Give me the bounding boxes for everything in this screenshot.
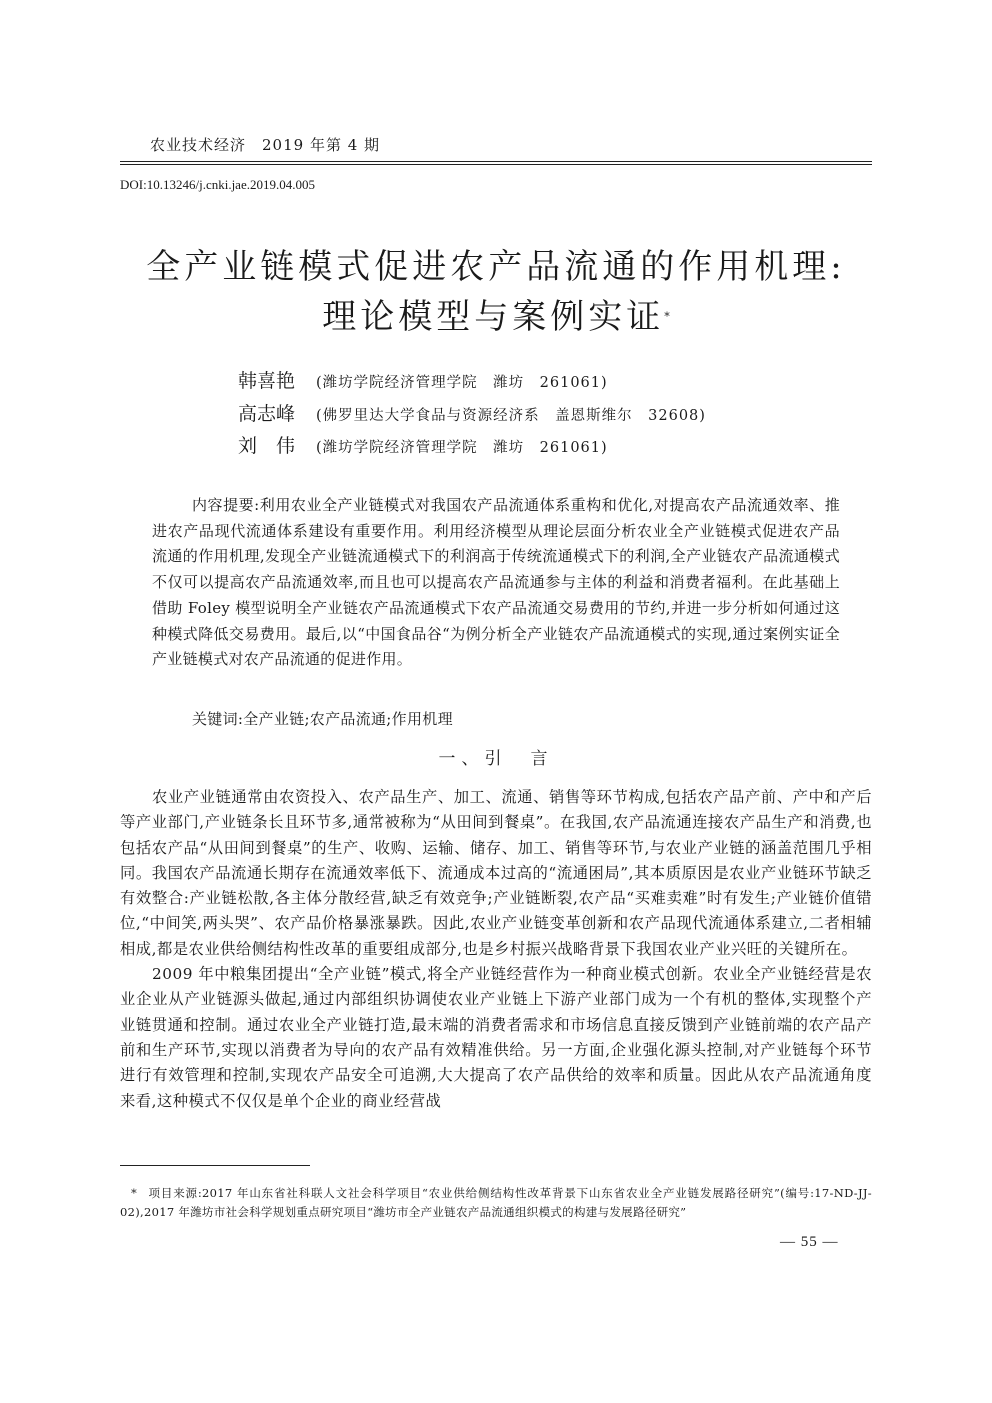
section-heading: 一、引 言: [438, 749, 554, 769]
page-number: — 55 —: [780, 1234, 839, 1250]
author-affiliation: (潍坊学院经济管理学院 潍坊 261061): [316, 375, 608, 391]
body-paragraph: 农业产业链通常由农资投入、农产品生产、加工、流通、销售等环节构成,包括农产品产前、产中和产后等产业部门,产业链条长且环节多,通常被称为“从田间到餐桌”。在我国,农产品流通连接农产品生产和消费,也包括农产品“从田间到餐桌”的生产、收购、运输、储存、加工、销售等环节,与农业产业链的涵盖范围几乎相同。我国农产品流通长期存在流通效率低下、流通成本过高的“流通困局”,其本质原因是农业产业链环节缺乏有效整合:产业链松散,各主体分散经营,缺乏有效竞争;产业链断裂,农产品“买难卖难”时有发生;产业链价值错位,“中间笑,两头哭”、农产品价格暴涨暴跌。因此,农业产业链变革创新和农产品现代流通体系建立,二者相辅相成,都是农业供给侧结构性改革的重要组成部分,也是乡村振兴战略背景下我国农业产业兴旺的关键所在。: [120, 788, 872, 958]
title-line-2: [0, 292, 992, 342]
author-row-3: [238, 431, 608, 458]
author-row-2: [238, 399, 706, 426]
author-name: 韩喜艳: [238, 370, 296, 392]
keywords: 关键词:全产业链;农产品流通;作用机理: [192, 710, 453, 728]
footnote-mark: *: [130, 1186, 138, 1200]
abstract-text: 内容提要:利用农业全产业链模式对我国农产品流通体系重构和优化,对提高农产品流通效率、推进农产品现代流通体系建设有重要作用。利用经济模型从理论层面分析农业全产业链模式促进农产品流通的作用机理,发现全产业链流通模式下的利润高于传统流通模式下的利润,全产业链农产品流通模式不仅可以提高农产品流通效率,而且也可以提高农产品流通参与主体的利益和消费者福利。在此基础上借助 Foley 模型说明全产业链农产品流通模式下农产品流通交易费用的节约,并进一步分析如何通过这种模式降低交易费用。最后,以“中国食品谷“为例分析全产业链农产品流通模式的实现,通过案例实证全产业链模式对农产品流通的促进作用。: [152, 496, 840, 669]
footnote: [120, 1184, 872, 1222]
doi: DOI:10.13246/j.cnki.jae.2019.04.005: [120, 177, 315, 192]
abstract: [152, 493, 840, 673]
title-footnote-mark: *: [664, 310, 670, 323]
author-name: 高志峰: [238, 403, 296, 425]
title-line-1: 全产业链模式促进农产品流通的作用机理:: [146, 247, 846, 287]
header-rule-bottom: [120, 164, 872, 165]
author-row-1: [238, 366, 608, 393]
header-rule-top: [120, 161, 872, 162]
author-name: 刘 伟: [238, 435, 296, 457]
footnote-text: 项目来源:2017 年山东省社科联人文社会科学项目“农业供给侧结构性改革背景下山东省农业全产业链发展路径研究”(编号:17-ND-JJ-02),2017 年潍坊市社会科学规划重点研究项目“潍坊市全产业链农产品流通组织模式的构建与发展路径研究”: [120, 1186, 872, 1219]
author-affiliation: (佛罗里达大学食品与资源经济系 盖恩斯维尔 32608): [316, 408, 706, 424]
body-paragraph: 2009 年中粮集团提出“全产业链”模式,将全产业链经营作为一种商业模式创新。农业全产业链经营是农业企业从产业链源头做起,通过内部组织协调使农业产业链上下游产业部门成为一个有机的整体,实现整个产业链贯通和控制。通过农业全产业链打造,最末端的消费者需求和市场信息直接反馈到产业链前端的农产品产前和生产环节,实现以消费者为导向的农产品有效精准供给。另一方面,企业强化源头控制,对产业链每个环节进行有效管理和控制,实现农产品安全可追溯,大大提高了农产品供给的效率和质量。因此从农产品流通角度来看,这种模式不仅仅是单个企业的商业经营战: [120, 965, 872, 1110]
body-text: [120, 785, 872, 1114]
title-line-2-text: 理论模型与案例实证: [322, 297, 665, 337]
journal-header: 农业技术经济 2019 年第 4 期: [150, 136, 381, 154]
author-affiliation: (潍坊学院经济管理学院 潍坊 261061): [316, 440, 608, 456]
footnote-rule: [120, 1165, 310, 1166]
